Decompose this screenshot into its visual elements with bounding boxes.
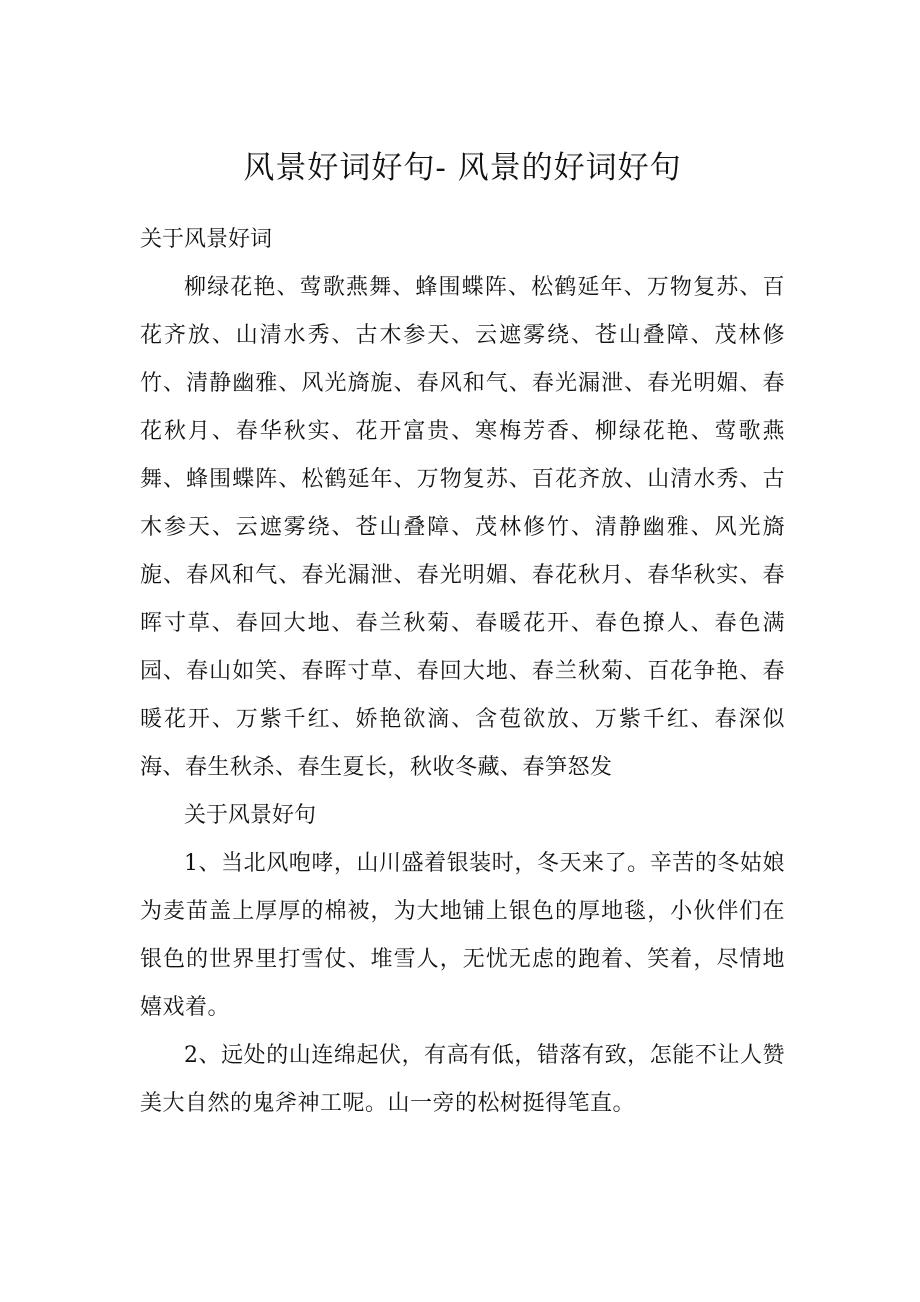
section-heading-words: 关于风景好词: [140, 227, 273, 252]
sentence-paragraph-2: 2、远处的山连绵起伏，有高有低，错落有致，怎能不让人赞美大自然的鬼斧神工呢。山一旁的松树挺得笔直。: [140, 1043, 785, 1116]
words-paragraph: 柳绿花艳、莺歌燕舞、蜂围蝶阵、松鹤延年、万物复苏、百花齐放、山清水秀、古木参天、云遮雾绕、苍山叠障、茂林修竹、清静幽雅、风光旖旎、春风和气、春光漏泄、春光明媚、春花秋月、春华秋实、花开富贵、寒梅芳香、柳绿花艳、莺歌燕舞、蜂围蝶阵、松鹤延年、万物复苏、百花齐放、山清水秀、古木参天、云遮雾绕、苍山叠障、茂林修竹、清静幽雅、风光旖旎、春风和气、春光漏泄、春光明媚、春花秋月、春华秋实、春晖寸草、春回大地、春兰秋菊、春暖花开、春色撩人、春色满园、春山如笑、春晖寸草、春回大地、春兰秋菊、百花争艳、春暖花开、万紫千红、娇艳欲滴、含苞欲放、万紫千红、春深似海、春生秋杀、春生夏长，秋收冬藏、春笋怒发: [140, 275, 785, 780]
section-heading-sentences: 关于风景好句: [184, 803, 317, 828]
sentence-paragraph-1: 1、当北风咆哮，山川盛着银装时，冬天来了。辛苦的冬姑娘为麦苗盖上厚厚的棉被，为大地铺上银色的厚地毯，小伙伴们在银色的世界里打雪仗、堆雪人，无忧无虑的跑着、笑着，尽情地嬉戏着。: [140, 851, 785, 1020]
document-title: 风景好词好句- 风景的好词好句: [243, 150, 682, 186]
document-page: [140, 140, 785, 1128]
